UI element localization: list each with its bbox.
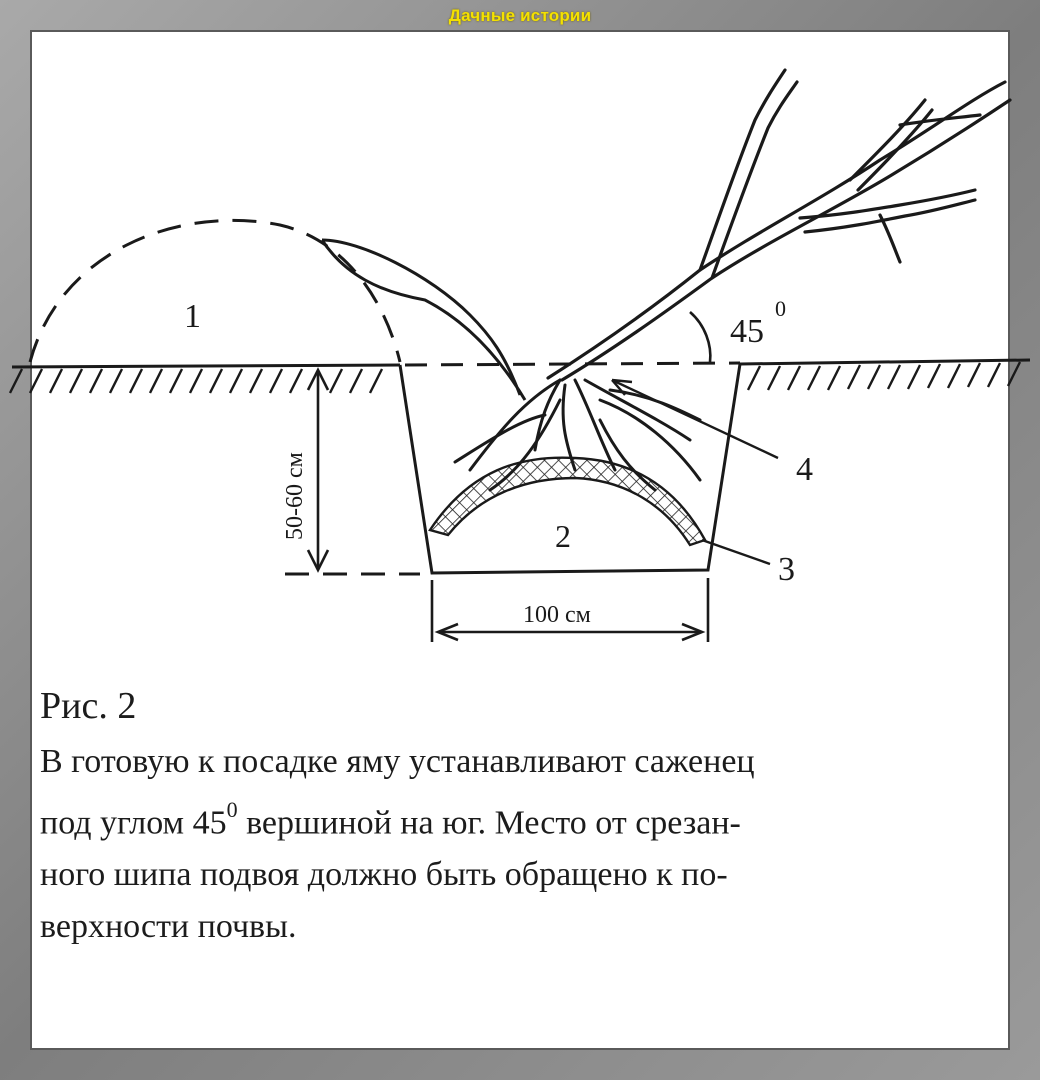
caption-line-2-start: под углом 45 xyxy=(40,804,227,842)
seedling-trunk xyxy=(548,70,1010,380)
depth-label: 50-60 см xyxy=(282,452,308,540)
bent-shoot xyxy=(322,240,525,400)
label-1: 1 xyxy=(184,298,201,335)
caption-degree: 0 xyxy=(226,797,238,822)
caption-line-2-end: вершиной на юг. Место от срезан- xyxy=(246,804,741,842)
angle-label: 45 xyxy=(730,313,764,350)
watermark-title: Дачные истории xyxy=(448,6,592,25)
label-2: 2 xyxy=(555,518,571,554)
caption-line-4: верхности почвы. xyxy=(40,908,297,946)
width-label: 100 см xyxy=(523,602,591,628)
label-3: 3 xyxy=(778,551,795,588)
caption-line-1: В готовую к посадке яму устанавливают саженец xyxy=(40,743,755,780)
angle-arc xyxy=(690,312,710,362)
caption-line-2 xyxy=(40,788,1015,849)
figure-caption xyxy=(40,682,1015,953)
depth-dimension xyxy=(308,370,328,570)
angle-degree: 0 xyxy=(775,296,786,321)
figure-title: Рис. 2 xyxy=(40,685,137,727)
caption-line-3: ного шипа подвоя должно быть обращено к по- xyxy=(40,856,728,894)
label-4: 4 xyxy=(796,451,813,488)
figure-description xyxy=(40,736,1015,953)
